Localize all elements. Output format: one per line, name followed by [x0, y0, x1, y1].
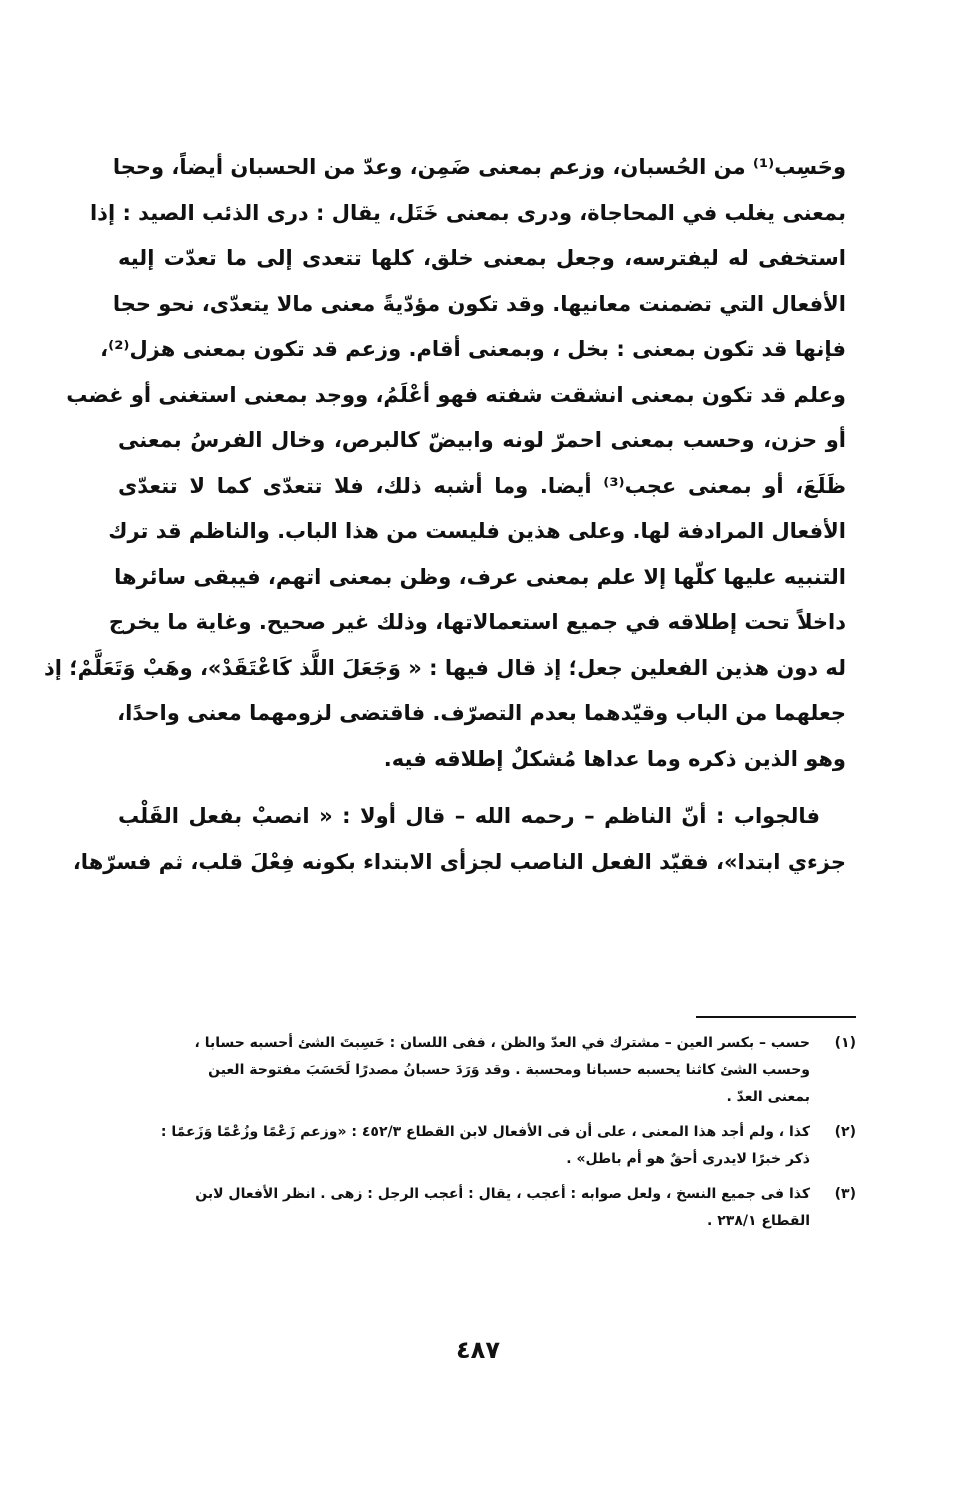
page-number: ٤٨٧	[456, 1336, 500, 1364]
footnote-number: (٣)	[834, 1186, 856, 1202]
text-line: أو حزن، وحسب بمعنى احمرّ لونه وابيضّ كالبرص، وخال الفرسُ بمعنى	[118, 428, 846, 452]
footnotes	[108, 1030, 856, 1243]
text-line: فالجواب : أنّ الناظم – رحمه الله – قال أولا : « انصبْ بفعل القَلْب	[118, 804, 820, 828]
footnote-line: القطاع ٢٣٨/١ .	[707, 1213, 810, 1229]
text-line: فإنها قد تكون بمعنى : بخل ، وبمعنى أقام. وزعم قد تكون بمعنى هزل⁽²⁾،	[100, 337, 846, 361]
footnote-line: بمعنى العدّ .	[726, 1089, 810, 1105]
footnote-3	[108, 1181, 856, 1235]
text-line: استخفى له ليفترسه، وجعل بمعنى خلق، كلها تتعدى إلى ما تعدّت إليه	[118, 246, 846, 270]
footnote-line: كذا ، ولم أجد هذا المعنى ، على أن فى الأفعال لابن القطاع ٤٥٢/٣ : «وزعم زَعْمًا وزُعْمًا وَزَعمًا :	[160, 1124, 810, 1140]
footnote-line: حسب – بكسر العين – مشترك في العدّ والظن ، ففى اللسان : حَسِبتَ الشئ أحسبه حسابا ،	[194, 1035, 810, 1051]
text-line: ظَلَعَ، أو بمعنى عجب⁽³⁾ أيضا. وما أشبه ذلك، فلا تتعدّى كما لا تتعدّى	[118, 473, 846, 498]
paragraph-gap	[118, 782, 846, 794]
text-line: وهو الذين ذكره وما عداها مُشكلٌ إطلاقه فيه.	[383, 746, 846, 771]
text-line: الأفعال التي تضمنت معانيها. وقد تكون مؤدّيةً معنى مالا يتعدّى، نحو حجا	[112, 291, 846, 316]
footnote-text	[108, 1119, 810, 1173]
text-line: التنبيه عليها كلّها إلا علم بمعنى عرف، وظن بمعنى اتهم، فيبقى سائرها	[114, 564, 846, 589]
main-text	[43, 145, 846, 885]
footnote-separator	[696, 1016, 856, 1018]
footnote-line: ذكر خبرًا لايدرى أحقٌ هو أم باطل» .	[566, 1151, 810, 1167]
footnote-1	[108, 1030, 856, 1111]
footnote-text	[108, 1030, 810, 1111]
footnote-line: كذا فى جميع النسخ ، ولعل صوابه : أعجب ، يقال : أعجب الرجل : زهى . انظر الأفعال لابن	[195, 1186, 810, 1202]
footnote-text	[108, 1181, 810, 1235]
text-line: بمعنى يغلب في المحاجاة، ودرى بمعنى خَتَل، يقال : درى الذئب الصيد : إذا	[89, 200, 846, 225]
footnote-number: (١)	[834, 1035, 856, 1051]
footnote-2	[108, 1119, 856, 1173]
paragraph-1	[43, 145, 846, 782]
text-line: جعلهما من الباب وقيّدهما بعدم التصرّف. فاقتضى لزومهما معنى واحدًا،	[117, 701, 846, 725]
text-line: وحَسِب⁽¹⁾ من الحُسبان، وزعم بمعنى ضَمِن، وعدّ من الحسبان أيضاً، وحجا	[112, 155, 846, 179]
text-line: جزءي ابتدا»، فقيّد الفعل الناصب لجزأى الابتداء بكونه فِعْلَ قلب، ثم فسرّها،	[72, 849, 846, 874]
paragraph-2	[72, 794, 846, 885]
footnote-number: (٢)	[834, 1124, 856, 1140]
text-line: الأفعال المرادفة لها. وعلى هذين فليست من هذا الباب. والناظم قد ترك	[108, 519, 846, 543]
text-line: داخلاً تحت إطلاقه في جميع استعمالاتها، وذلك غير صحيح. وغاية ما يخرج	[108, 610, 846, 634]
footnote-line: وحسب الشئ كاثنا يحسبه حسبانا ومحسبة . وقد وَرَدَ حسبانُ مصدرًا لَحَسَبَ مفتوحة العين	[208, 1062, 810, 1078]
text-line: وعلم قد تكون بمعنى انشقت شفته فهو أعْلَمُ، ووجد بمعنى استغنى أو غضب	[66, 382, 846, 407]
text-line: له دون هذين الفعلين جعل؛ إذ قال فيها : « وَجَعَلَ اللَّذ كَاعْتَقَدْ»، وهَبْ وَتَعَلَّمْ؛ إذ	[43, 655, 846, 680]
